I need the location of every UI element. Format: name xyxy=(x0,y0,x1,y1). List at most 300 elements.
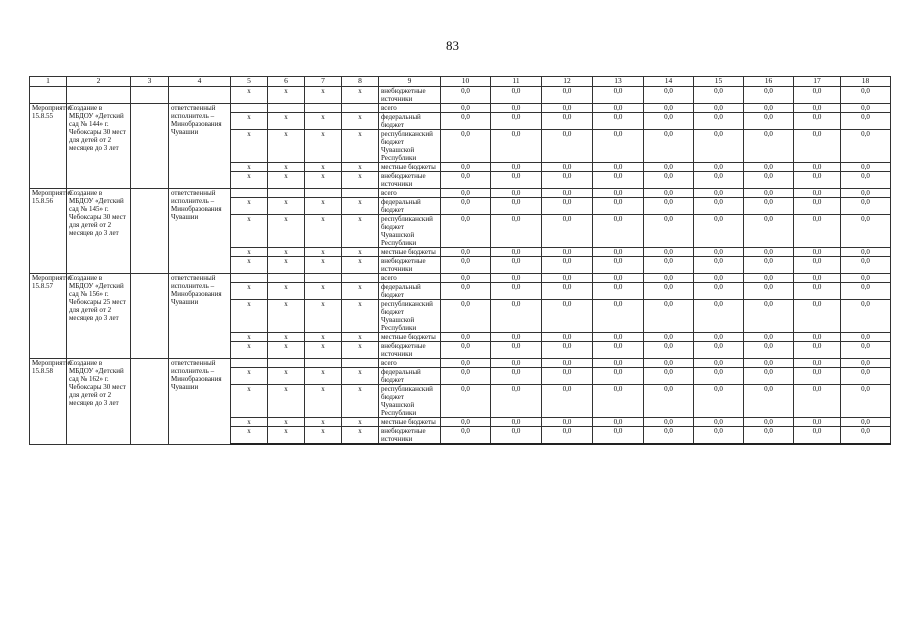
value-cell: 0,0 xyxy=(744,333,794,342)
value-cell: 0,0 xyxy=(794,300,841,333)
value-cell: 0,0 xyxy=(644,342,694,359)
value-cell: 0,0 xyxy=(491,104,542,113)
value-cell: 0,0 xyxy=(841,385,891,418)
empty-cell xyxy=(131,104,169,189)
value-cell: 0,0 xyxy=(694,113,744,130)
value-cell: 0,0 xyxy=(542,87,593,104)
source-cell: республиканский бюджет Чувашской Республики xyxy=(379,130,441,163)
value-cell: 0,0 xyxy=(491,333,542,342)
value-cell: 0,0 xyxy=(841,215,891,248)
source-cell: местные бюджеты xyxy=(379,163,441,172)
source-cell: республиканский бюджет Чувашской Республики xyxy=(379,215,441,248)
measure-id-cell: Мероприятие 15.8.56 xyxy=(30,189,67,274)
value-cell: 0,0 xyxy=(794,333,841,342)
value-cell: 0,0 xyxy=(491,283,542,300)
value-cell: 0,0 xyxy=(542,342,593,359)
value-cell: 0,0 xyxy=(744,104,794,113)
source-cell: федеральный бюджет xyxy=(379,113,441,130)
mark-cell: х xyxy=(268,333,305,342)
value-cell: 0,0 xyxy=(542,257,593,274)
mark-cell: х xyxy=(342,87,379,104)
value-cell: 0,0 xyxy=(744,198,794,215)
value-cell: 0,0 xyxy=(644,198,694,215)
value-cell: 0,0 xyxy=(794,368,841,385)
value-cell: 0,0 xyxy=(441,368,491,385)
mark-cell: х xyxy=(268,385,305,418)
value-cell: 0,0 xyxy=(542,189,593,198)
column-number-cell: 15 xyxy=(694,77,744,87)
value-cell: 0,0 xyxy=(644,163,694,172)
value-cell: 0,0 xyxy=(841,427,891,445)
value-cell: 0,0 xyxy=(841,163,891,172)
mark-cell: х xyxy=(305,172,342,189)
value-cell: 0,0 xyxy=(694,333,744,342)
value-cell: 0,0 xyxy=(841,172,891,189)
column-number-row xyxy=(30,77,891,87)
value-cell: 0,0 xyxy=(542,172,593,189)
source-cell: местные бюджеты xyxy=(379,418,441,427)
value-cell: 0,0 xyxy=(694,427,744,445)
value-cell: 0,0 xyxy=(841,418,891,427)
source-cell: всего xyxy=(379,359,441,368)
mark-cell: х xyxy=(342,385,379,418)
value-cell: 0,0 xyxy=(744,368,794,385)
value-cell: 0,0 xyxy=(644,359,694,368)
mark-cell: х xyxy=(342,130,379,163)
value-cell: 0,0 xyxy=(841,300,891,333)
value-cell: 0,0 xyxy=(644,215,694,248)
source-cell: всего xyxy=(379,104,441,113)
mark-cell: х xyxy=(342,427,379,445)
value-cell: 0,0 xyxy=(441,300,491,333)
source-cell: всего xyxy=(379,274,441,283)
value-cell: 0,0 xyxy=(593,113,644,130)
mark-cell: х xyxy=(305,113,342,130)
value-cell: 0,0 xyxy=(694,215,744,248)
empty-cell xyxy=(67,87,131,104)
value-cell: 0,0 xyxy=(593,368,644,385)
mark-cell: х xyxy=(305,385,342,418)
mark-cell xyxy=(268,359,305,368)
table-row xyxy=(30,104,891,113)
column-number-cell: 6 xyxy=(268,77,305,87)
executor-cell: ответственный исполнитель – Минобразования Чувашии xyxy=(169,189,231,274)
source-cell: республиканский бюджет Чувашской Республики xyxy=(379,300,441,333)
value-cell: 0,0 xyxy=(441,198,491,215)
mark-cell: х xyxy=(231,198,268,215)
value-cell: 0,0 xyxy=(644,427,694,445)
value-cell: 0,0 xyxy=(744,163,794,172)
value-cell: 0,0 xyxy=(744,189,794,198)
value-cell: 0,0 xyxy=(491,427,542,445)
page-number: 83 xyxy=(446,38,459,53)
mark-cell: х xyxy=(231,113,268,130)
source-cell: внебюджетные источники xyxy=(379,257,441,274)
value-cell: 0,0 xyxy=(644,300,694,333)
value-cell: 0,0 xyxy=(441,215,491,248)
value-cell: 0,0 xyxy=(593,172,644,189)
value-cell: 0,0 xyxy=(491,368,542,385)
mark-cell xyxy=(268,104,305,113)
mark-cell: х xyxy=(305,215,342,248)
value-cell: 0,0 xyxy=(744,427,794,445)
column-number-cell: 16 xyxy=(744,77,794,87)
value-cell: 0,0 xyxy=(491,198,542,215)
source-cell: федеральный бюджет xyxy=(379,198,441,215)
mark-cell: х xyxy=(231,163,268,172)
mark-cell xyxy=(305,104,342,113)
source-cell: внебюджетные источники xyxy=(379,427,441,445)
value-cell: 0,0 xyxy=(744,283,794,300)
column-number-cell: 11 xyxy=(491,77,542,87)
mark-cell: х xyxy=(342,172,379,189)
mark-cell xyxy=(342,274,379,283)
value-cell: 0,0 xyxy=(441,342,491,359)
mark-cell xyxy=(305,189,342,198)
value-cell: 0,0 xyxy=(593,215,644,248)
value-cell: 0,0 xyxy=(694,274,744,283)
mark-cell: х xyxy=(268,113,305,130)
mark-cell: х xyxy=(305,163,342,172)
value-cell: 0,0 xyxy=(694,359,744,368)
value-cell: 0,0 xyxy=(644,189,694,198)
empty-cell xyxy=(131,189,169,274)
value-cell: 0,0 xyxy=(794,385,841,418)
mark-cell: х xyxy=(342,198,379,215)
column-number-cell: 4 xyxy=(169,77,231,87)
column-number-cell: 10 xyxy=(441,77,491,87)
value-cell: 0,0 xyxy=(744,359,794,368)
value-cell: 0,0 xyxy=(694,163,744,172)
mark-cell: х xyxy=(342,333,379,342)
value-cell: 0,0 xyxy=(644,172,694,189)
value-cell: 0,0 xyxy=(794,130,841,163)
mark-cell: х xyxy=(305,333,342,342)
value-cell: 0,0 xyxy=(841,130,891,163)
column-number-cell: 7 xyxy=(305,77,342,87)
mark-cell: х xyxy=(268,130,305,163)
value-cell: 0,0 xyxy=(491,359,542,368)
value-cell: 0,0 xyxy=(744,113,794,130)
value-cell: 0,0 xyxy=(593,104,644,113)
column-number-cell: 5 xyxy=(231,77,268,87)
mark-cell: х xyxy=(305,427,342,445)
mark-cell: х xyxy=(342,163,379,172)
value-cell: 0,0 xyxy=(694,300,744,333)
mark-cell: х xyxy=(268,257,305,274)
column-number-cell: 8 xyxy=(342,77,379,87)
mark-cell: х xyxy=(268,368,305,385)
source-cell: внебюджетные источники xyxy=(379,342,441,359)
value-cell: 0,0 xyxy=(694,257,744,274)
mark-cell: х xyxy=(305,130,342,163)
column-number-cell: 2 xyxy=(67,77,131,87)
value-cell: 0,0 xyxy=(694,198,744,215)
mark-cell: х xyxy=(231,248,268,257)
table-row xyxy=(30,274,891,283)
value-cell: 0,0 xyxy=(542,333,593,342)
value-cell: 0,0 xyxy=(441,189,491,198)
measure-name-cell: Создание в МБДОУ «Детский сад № 162» г. Чебоксары 30 мест для детей от 2 месяцев до 3 лет xyxy=(67,359,131,445)
mark-cell: х xyxy=(305,283,342,300)
value-cell: 0,0 xyxy=(593,274,644,283)
value-cell: 0,0 xyxy=(491,248,542,257)
mark-cell: х xyxy=(231,333,268,342)
value-cell: 0,0 xyxy=(441,172,491,189)
value-cell: 0,0 xyxy=(593,359,644,368)
value-cell: 0,0 xyxy=(794,359,841,368)
value-cell: 0,0 xyxy=(593,333,644,342)
value-cell: 0,0 xyxy=(841,359,891,368)
value-cell: 0,0 xyxy=(841,104,891,113)
value-cell: 0,0 xyxy=(593,130,644,163)
mark-cell: х xyxy=(231,172,268,189)
value-cell: 0,0 xyxy=(441,113,491,130)
value-cell: 0,0 xyxy=(441,418,491,427)
value-cell: 0,0 xyxy=(441,248,491,257)
value-cell: 0,0 xyxy=(794,342,841,359)
value-cell: 0,0 xyxy=(644,113,694,130)
mark-cell xyxy=(268,189,305,198)
measure-name-cell: Создание в МБДОУ «Детский сад № 144» г. Чебоксары 30 мест для детей от 2 месяцев до 3 лет xyxy=(67,104,131,189)
column-number-cell: 18 xyxy=(841,77,891,87)
column-number-cell: 17 xyxy=(794,77,841,87)
mark-cell: х xyxy=(268,248,305,257)
source-cell: республиканский бюджет Чувашской Республики xyxy=(379,385,441,418)
measure-id-cell: Мероприятие 15.8.55 xyxy=(30,104,67,189)
source-cell: местные бюджеты xyxy=(379,248,441,257)
value-cell: 0,0 xyxy=(542,300,593,333)
value-cell: 0,0 xyxy=(841,274,891,283)
column-number-cell: 14 xyxy=(644,77,694,87)
value-cell: 0,0 xyxy=(694,283,744,300)
source-cell: местные бюджеты xyxy=(379,333,441,342)
value-cell: 0,0 xyxy=(593,257,644,274)
value-cell: 0,0 xyxy=(542,198,593,215)
value-cell: 0,0 xyxy=(694,342,744,359)
column-number-cell: 3 xyxy=(131,77,169,87)
mark-cell: х xyxy=(268,87,305,104)
mark-cell: х xyxy=(231,418,268,427)
mark-cell xyxy=(231,189,268,198)
value-cell: 0,0 xyxy=(841,189,891,198)
empty-cell xyxy=(131,274,169,359)
mark-cell: х xyxy=(342,342,379,359)
value-cell: 0,0 xyxy=(794,163,841,172)
value-cell: 0,0 xyxy=(794,418,841,427)
value-cell: 0,0 xyxy=(841,333,891,342)
mark-cell: х xyxy=(268,418,305,427)
value-cell: 0,0 xyxy=(441,359,491,368)
mark-cell: х xyxy=(231,342,268,359)
empty-cell xyxy=(30,87,67,104)
value-cell: 0,0 xyxy=(542,427,593,445)
mark-cell: х xyxy=(342,248,379,257)
value-cell: 0,0 xyxy=(593,198,644,215)
value-cell: 0,0 xyxy=(441,274,491,283)
value-cell: 0,0 xyxy=(794,215,841,248)
value-cell: 0,0 xyxy=(644,130,694,163)
executor-cell: ответственный исполнитель – Минобразования Чувашии xyxy=(169,274,231,359)
value-cell: 0,0 xyxy=(441,333,491,342)
value-cell: 0,0 xyxy=(593,418,644,427)
value-cell: 0,0 xyxy=(593,163,644,172)
value-cell: 0,0 xyxy=(744,274,794,283)
value-cell: 0,0 xyxy=(694,418,744,427)
mark-cell: х xyxy=(268,172,305,189)
value-cell: 0,0 xyxy=(593,342,644,359)
mark-cell: х xyxy=(268,342,305,359)
value-cell: 0,0 xyxy=(744,215,794,248)
value-cell: 0,0 xyxy=(644,368,694,385)
value-cell: 0,0 xyxy=(542,359,593,368)
value-cell: 0,0 xyxy=(441,104,491,113)
value-cell: 0,0 xyxy=(644,418,694,427)
value-cell: 0,0 xyxy=(744,87,794,104)
mark-cell: х xyxy=(305,418,342,427)
value-cell: 0,0 xyxy=(593,427,644,445)
mark-cell: х xyxy=(231,87,268,104)
budget-table xyxy=(29,76,891,445)
mark-cell xyxy=(342,359,379,368)
value-cell: 0,0 xyxy=(744,130,794,163)
value-cell: 0,0 xyxy=(593,300,644,333)
value-cell: 0,0 xyxy=(644,248,694,257)
mark-cell xyxy=(268,274,305,283)
value-cell: 0,0 xyxy=(644,283,694,300)
value-cell: 0,0 xyxy=(542,113,593,130)
value-cell: 0,0 xyxy=(441,130,491,163)
value-cell: 0,0 xyxy=(542,163,593,172)
source-cell: внебюджетные источники xyxy=(379,87,441,104)
mark-cell: х xyxy=(305,368,342,385)
value-cell: 0,0 xyxy=(841,342,891,359)
empty-cell xyxy=(169,87,231,104)
column-number-cell: 12 xyxy=(542,77,593,87)
value-cell: 0,0 xyxy=(794,113,841,130)
column-number-cell: 1 xyxy=(30,77,67,87)
value-cell: 0,0 xyxy=(744,418,794,427)
value-cell: 0,0 xyxy=(542,418,593,427)
mark-cell: х xyxy=(342,283,379,300)
value-cell: 0,0 xyxy=(491,385,542,418)
value-cell: 0,0 xyxy=(491,215,542,248)
table-row xyxy=(30,359,891,368)
value-cell: 0,0 xyxy=(644,274,694,283)
mark-cell xyxy=(231,359,268,368)
mark-cell: х xyxy=(231,215,268,248)
value-cell: 0,0 xyxy=(694,104,744,113)
value-cell: 0,0 xyxy=(794,274,841,283)
value-cell: 0,0 xyxy=(744,172,794,189)
value-cell: 0,0 xyxy=(491,113,542,130)
value-cell: 0,0 xyxy=(744,342,794,359)
measure-name-cell: Создание в МБДОУ «Детский сад № 156» г. Чебоксары 25 мест для детей от 2 месяцев до 3 лет xyxy=(67,274,131,359)
mark-cell: х xyxy=(342,368,379,385)
mark-cell: х xyxy=(342,215,379,248)
mark-cell: х xyxy=(231,385,268,418)
executor-cell: ответственный исполнитель – Минобразования Чувашии xyxy=(169,104,231,189)
value-cell: 0,0 xyxy=(491,130,542,163)
mark-cell xyxy=(231,274,268,283)
value-cell: 0,0 xyxy=(491,172,542,189)
value-cell: 0,0 xyxy=(841,283,891,300)
mark-cell: х xyxy=(305,257,342,274)
mark-cell: х xyxy=(231,300,268,333)
value-cell: 0,0 xyxy=(744,300,794,333)
mark-cell: х xyxy=(231,283,268,300)
mark-cell: х xyxy=(268,163,305,172)
value-cell: 0,0 xyxy=(744,385,794,418)
value-cell: 0,0 xyxy=(542,104,593,113)
mark-cell: х xyxy=(268,283,305,300)
value-cell: 0,0 xyxy=(542,130,593,163)
mark-cell: х xyxy=(305,248,342,257)
value-cell: 0,0 xyxy=(794,427,841,445)
value-cell: 0,0 xyxy=(744,257,794,274)
source-cell: федеральный бюджет xyxy=(379,283,441,300)
value-cell: 0,0 xyxy=(841,198,891,215)
value-cell: 0,0 xyxy=(491,257,542,274)
value-cell: 0,0 xyxy=(542,385,593,418)
empty-cell xyxy=(131,359,169,445)
table-body xyxy=(30,77,891,445)
mark-cell: х xyxy=(268,427,305,445)
value-cell: 0,0 xyxy=(441,385,491,418)
mark-cell: х xyxy=(231,368,268,385)
value-cell: 0,0 xyxy=(542,248,593,257)
value-cell: 0,0 xyxy=(491,163,542,172)
value-cell: 0,0 xyxy=(491,189,542,198)
measure-name-cell: Создание в МБДОУ «Детский сад № 145» г. Чебоксары 30 мест для детей от 2 месяцев до 3 лет xyxy=(67,189,131,274)
value-cell: 0,0 xyxy=(542,283,593,300)
value-cell: 0,0 xyxy=(441,163,491,172)
mark-cell xyxy=(342,189,379,198)
value-cell: 0,0 xyxy=(744,248,794,257)
measure-id-cell: Мероприятие 15.8.58 xyxy=(30,359,67,445)
column-number-cell: 9 xyxy=(379,77,441,87)
value-cell: 0,0 xyxy=(694,172,744,189)
value-cell: 0,0 xyxy=(491,342,542,359)
source-cell: всего xyxy=(379,189,441,198)
value-cell: 0,0 xyxy=(794,172,841,189)
mark-cell: х xyxy=(342,418,379,427)
value-cell: 0,0 xyxy=(441,257,491,274)
mark-cell: х xyxy=(268,300,305,333)
value-cell: 0,0 xyxy=(542,274,593,283)
value-cell: 0,0 xyxy=(694,368,744,385)
source-cell: внебюджетные источники xyxy=(379,172,441,189)
value-cell: 0,0 xyxy=(794,189,841,198)
value-cell: 0,0 xyxy=(491,418,542,427)
value-cell: 0,0 xyxy=(441,87,491,104)
value-cell: 0,0 xyxy=(491,274,542,283)
mark-cell: х xyxy=(305,198,342,215)
mark-cell xyxy=(305,274,342,283)
value-cell: 0,0 xyxy=(794,248,841,257)
value-cell: 0,0 xyxy=(841,257,891,274)
value-cell: 0,0 xyxy=(644,257,694,274)
source-cell: федеральный бюджет xyxy=(379,368,441,385)
mark-cell: х xyxy=(231,257,268,274)
mark-cell: х xyxy=(231,130,268,163)
measure-id-cell: Мероприятие 15.8.57 xyxy=(30,274,67,359)
value-cell: 0,0 xyxy=(644,87,694,104)
value-cell: 0,0 xyxy=(593,189,644,198)
value-cell: 0,0 xyxy=(694,130,744,163)
mark-cell: х xyxy=(342,257,379,274)
mark-cell xyxy=(342,104,379,113)
